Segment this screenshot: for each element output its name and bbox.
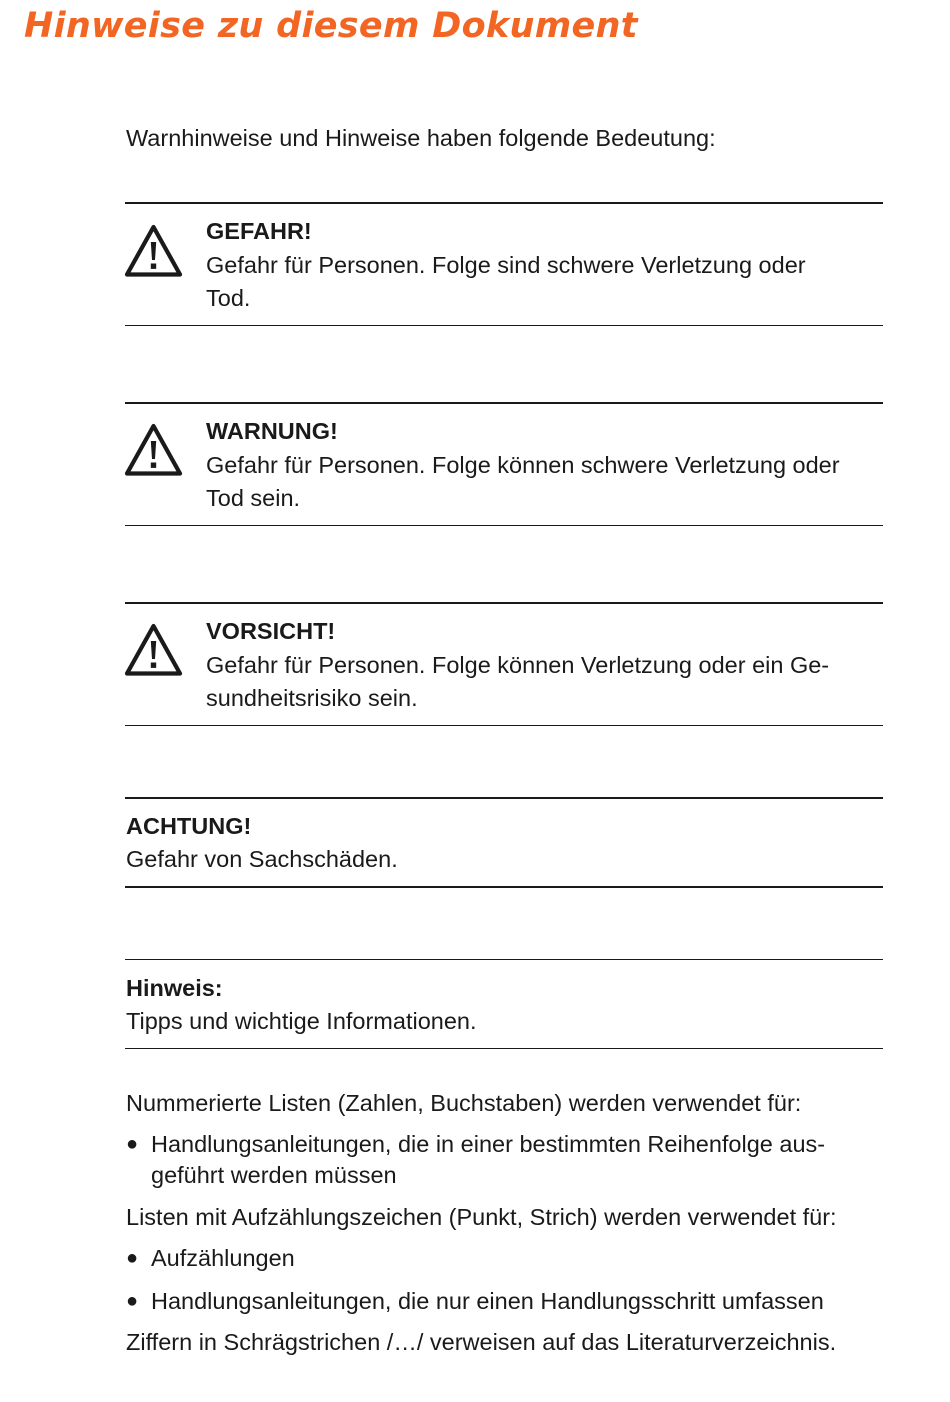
divider [125,1048,883,1049]
notice-label: ACHTUNG! [126,813,252,839]
hint-text: Tipps und wichtige Informationen. [126,1008,477,1034]
page-title: Hinweise zu diesem Dokument [24,6,638,46]
list-item: Aufzählungen [151,1245,295,1271]
list-bullet: ● [126,1133,139,1155]
danger-label: GEFAHR! [206,218,312,244]
divider [125,325,883,326]
list-item-continuation: geführt werden müssen [151,1162,397,1188]
warning-text-line-1: Gefahr für Personen. Folge können schwere Verletzung oder [206,452,840,478]
hint-label: Hinweis: [126,975,223,1001]
caution-text-line-1: Gefahr für Personen. Folge können Verletzung oder ein Ge- [206,652,830,678]
divider [125,525,883,526]
caution-label: VORSICHT! [206,618,336,644]
danger-text-line-1: Gefahr für Personen. Folge sind schwere Verletzung oder [206,252,806,278]
notice-text: Gefahr von Sachschäden. [126,846,398,872]
divider [125,725,883,726]
bullet-list-intro: Listen mit Aufzählungszeichen (Punkt, Strich) werden verwendet für: [126,1204,837,1230]
list-item: Handlungsanleitungen, die in einer bestimmten Reihenfolge aus- [151,1131,826,1157]
divider [125,602,883,604]
warning-triangle-icon [124,623,183,677]
intro-text: Warnhinweise und Hinweise haben folgende Bedeutung: [126,125,716,151]
list-bullet: ● [126,1290,139,1312]
numbered-list-intro: Nummerierte Listen (Zahlen, Buchstaben) werden verwendet für: [126,1090,802,1116]
caution-text-line-2: sundheitsrisiko sein. [206,685,418,711]
warning-label: WARNUNG! [206,418,338,444]
danger-text-line-2: Tod. [206,285,251,311]
divider [125,402,883,404]
divider [125,797,883,799]
divider [125,886,883,888]
reference-note: Ziffern in Schrägstrichen /…/ verweisen auf das Literaturverzeichnis. [126,1329,837,1355]
warning-text-line-2: Tod sein. [206,485,301,511]
warning-triangle-icon [124,423,183,477]
warning-triangle-icon [124,224,183,278]
list-bullet: ● [126,1247,139,1269]
divider [125,202,883,204]
divider [125,959,883,960]
list-item: Handlungsanleitungen, die nur einen Handlungsschritt umfassen [151,1288,824,1314]
